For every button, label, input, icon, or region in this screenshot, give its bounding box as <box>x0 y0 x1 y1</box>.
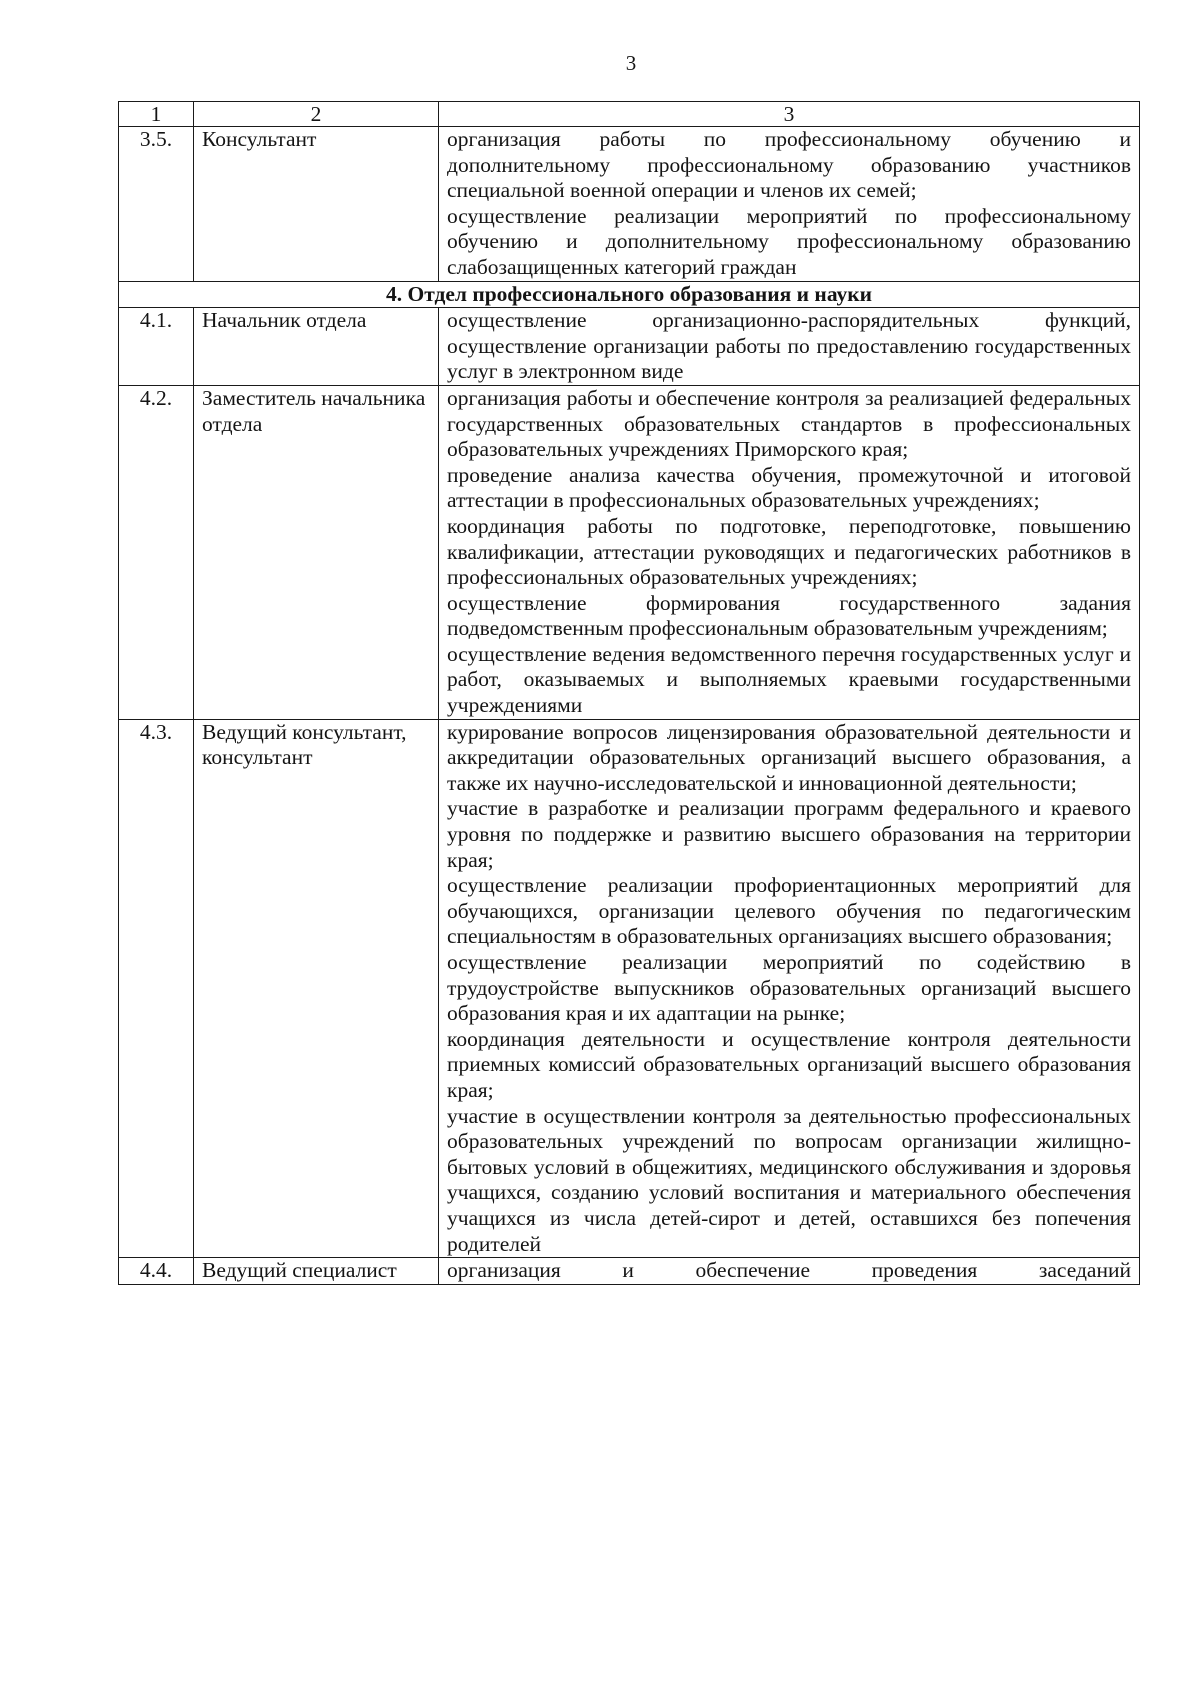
position-title: Ведущий специалист <box>194 1258 439 1285</box>
duties-cell <box>439 385 1140 719</box>
duty-item: координация работы по подготовке, переподготовке, повышению квалификации, аттестации руководящих и педагогических работников в профессиональных образовательных учреждениях; <box>447 513 1131 590</box>
duty-item: организация и обеспечение проведения заседаний <box>447 1258 1131 1283</box>
row-number: 4.3. <box>119 719 194 1257</box>
page-number: 3 <box>625 51 637 75</box>
duty-item: организация работы по профессиональному обучению и дополнительному профессиональному образованию участников специальной военной операции и членов их семей; <box>447 127 1131 203</box>
row-number: 3.5. <box>119 127 194 282</box>
duty-item: координация деятельности и осуществление контроля деятельности приемных комиссий образовательных организаций высшего образования края; <box>447 1026 1131 1102</box>
duty-item: осуществление ведения ведомственного перечня государственных услуг и работ, оказываемых и выполняемых краевыми государственными учреждениями <box>447 641 1131 718</box>
duty-item: организация работы и обеспечение контроля за реализацией федеральных государственных образовательных стандартов в профессиональных образовательных учреждениях Приморского края; <box>447 385 1131 462</box>
duty-item: осуществление реализации мероприятий по профессиональному обучению и дополнительному профессиональному образованию слабозащищенных категорий граждан <box>447 203 1131 279</box>
column-number-row <box>119 102 1140 127</box>
duty-item: участие в разработке и реализации программ федерального и краевого уровня по поддержке и развитию высшего образования на территории края; <box>447 796 1131 872</box>
row-number: 4.1. <box>119 308 194 386</box>
duty-item: курирование вопросов лицензирования образовательной деятельности и аккредитации образовательных организаций высшего образования, а также их научно-исследовательской и инновационной деятельности; <box>447 719 1131 795</box>
duty-item: проведение анализа качества обучения, промежуточной и итоговой аттестации в профессиональных образовательных учреждениях; <box>447 462 1131 513</box>
row-number: 4.4. <box>119 1258 194 1285</box>
row-number: 4.2. <box>119 385 194 719</box>
section-title: 4. Отдел профессионального образования и науки <box>119 281 1140 308</box>
position-title: Начальник отдела <box>194 308 439 386</box>
table-row <box>119 127 1140 282</box>
duty-item: осуществление организационно-распорядительных функций, осуществление организации работы по предоставлению государственных услуг в электронном виде <box>447 308 1131 384</box>
section-row <box>119 281 1140 308</box>
duties-cell <box>439 308 1140 386</box>
position-title: Заместитель начальника отдела <box>194 385 439 719</box>
column-header-2: 2 <box>194 102 439 127</box>
table-row <box>119 308 1140 386</box>
duties-table <box>118 101 1140 1285</box>
duty-item: участие в осуществлении контроля за деятельностью профессиональных образовательных учреждений по вопросам организации жилищно-бытовых условий в общежитиях, медицинского обслуживания и здоровья учащихся, созданию условий воспитания и материального обеспечения учащихся из числа детей-сирот и детей, оставшихся без попечения родителей <box>447 1103 1131 1256</box>
position-title: Консультант <box>194 127 439 282</box>
duty-item: осуществление формирования государственного задания подведомственным профессиональным образовательным учреждениям; <box>447 590 1131 641</box>
table-row <box>119 1258 1140 1285</box>
column-header-3: 3 <box>439 102 1140 127</box>
duty-item: осуществление реализации профориентационных мероприятий для обучающихся, организации целевого обучения по педагогическим специальностям в образовательных организациях высшего образования; <box>447 873 1131 949</box>
duties-cell <box>439 719 1140 1257</box>
table-row <box>119 385 1140 719</box>
duties-cell <box>439 1258 1140 1285</box>
duty-item: осуществление реализации мероприятий по содействию в трудоустройстве выпускников образовательных организаций высшего образования края и их адаптации на рынке; <box>447 950 1131 1026</box>
column-header-1: 1 <box>119 102 194 127</box>
position-title: Ведущий консультант, консультант <box>194 719 439 1257</box>
duties-cell <box>439 127 1140 282</box>
table-row <box>119 719 1140 1257</box>
